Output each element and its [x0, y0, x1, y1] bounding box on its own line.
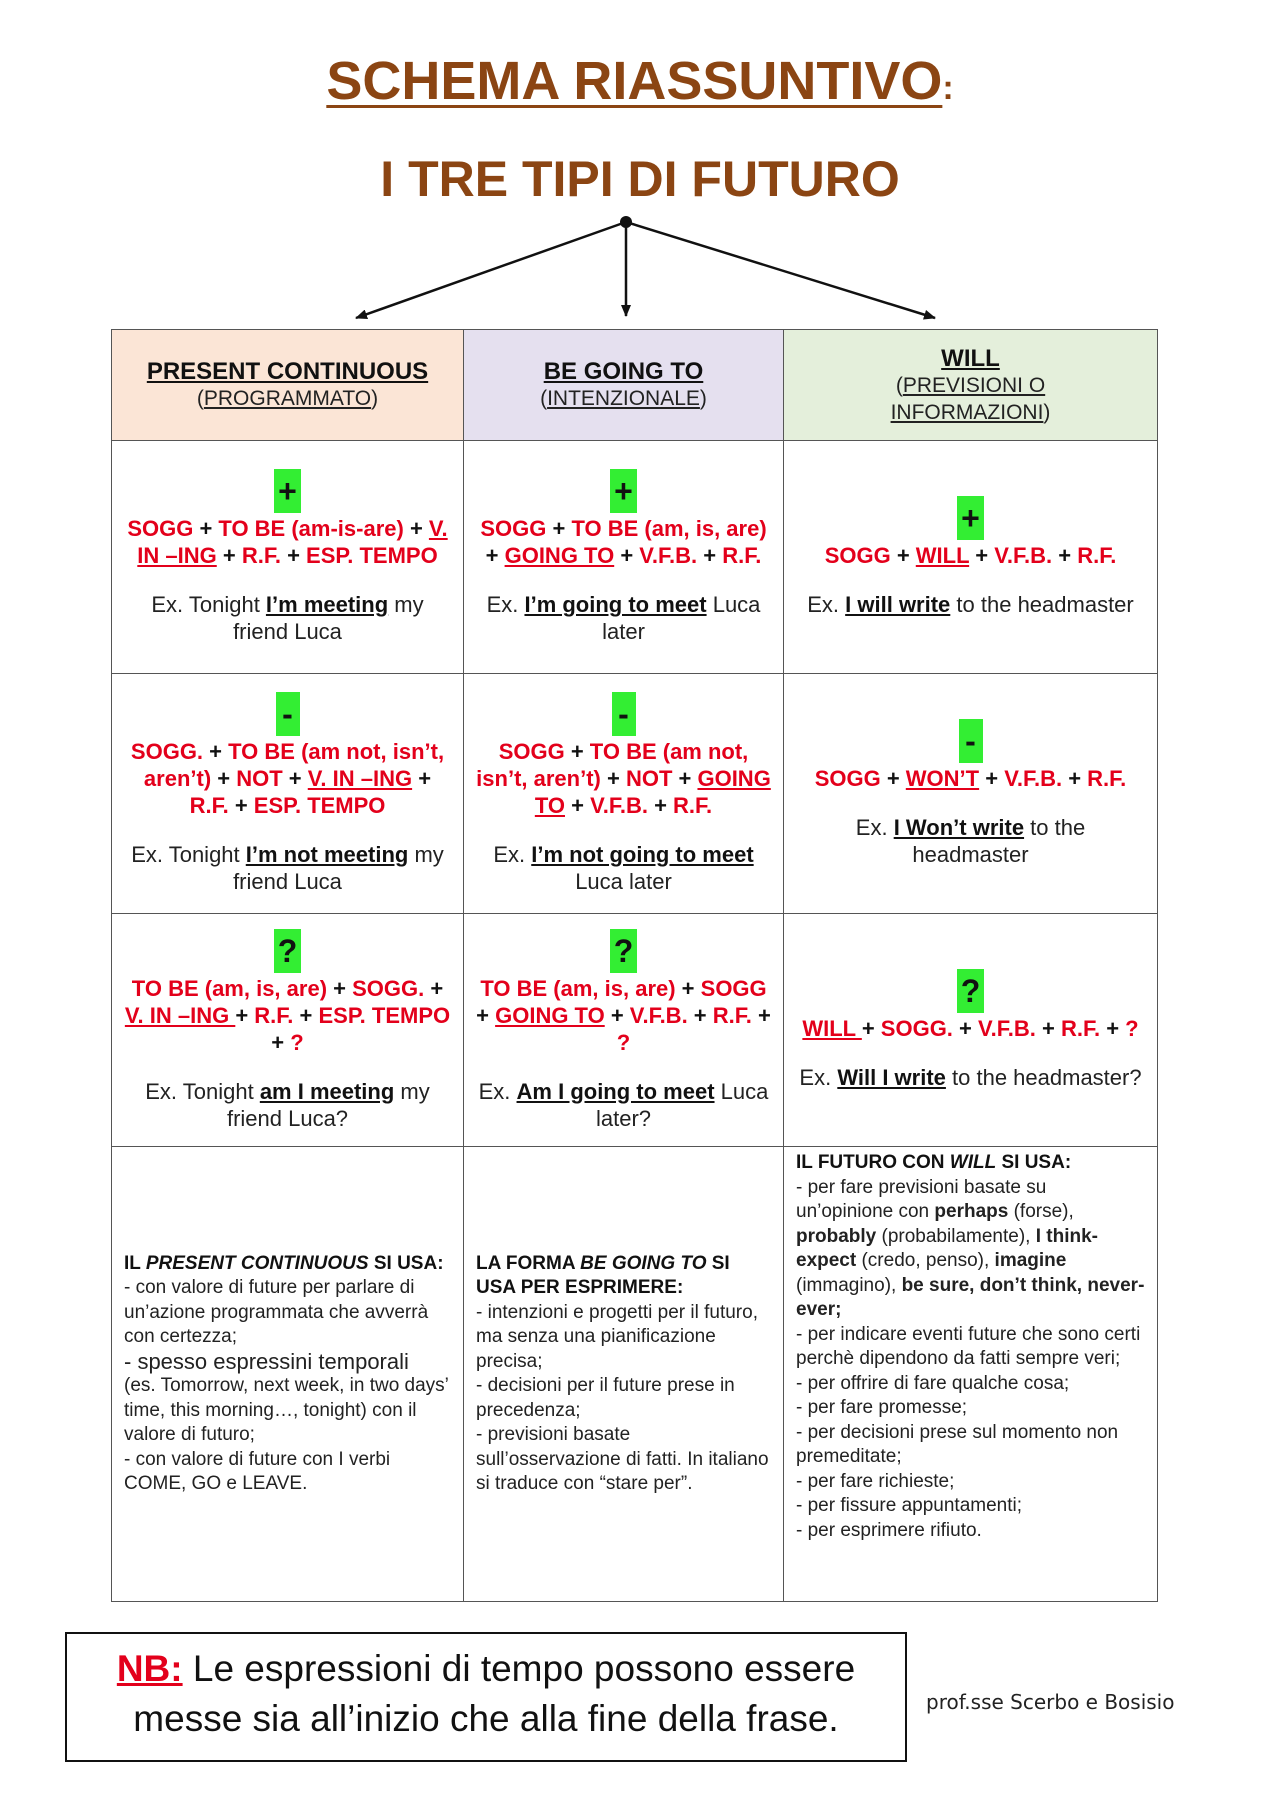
- cell-will-negative: [784, 674, 1158, 914]
- minus-sign-badge: -: [276, 692, 300, 736]
- affirmative-row: [112, 441, 1158, 674]
- cell-bg-affirmative: [464, 441, 784, 674]
- note-line: - decisioni per il future prese in precedenza;: [476, 1375, 735, 1421]
- arrow-left: [356, 222, 626, 318]
- header-name: BE GOING TO: [543, 358, 704, 385]
- branch-arrows: [0, 0, 1280, 340]
- formula: SOGG + TO BE (am-is-are) + V. IN –ING + R.F. + ESP. TEMPO: [127, 516, 448, 568]
- page-subtitle: I TRE TIPI DI FUTURO: [380, 151, 900, 207]
- note-line: - per esprimere rifiuto.: [796, 1519, 982, 1541]
- cell-pc-affirmative: [112, 441, 464, 674]
- note-line: (es. Tomorrow, next week, in two days’ time, this morning…, tonight) con il valore di futuro;: [124, 1375, 449, 1445]
- header-sub: (PREVISIONI O: [895, 373, 1046, 397]
- example: Ex. Am I going to meet Luca later?: [478, 1078, 769, 1131]
- note-will: [784, 1147, 1158, 1602]
- note-be-going-to: [464, 1147, 784, 1602]
- formula: WILL + SOGG. + V.F.B. + R.F. + ?: [802, 1016, 1139, 1041]
- nb-box: [65, 1632, 907, 1762]
- author-credit: prof.sse Scerbo e Bosisio: [926, 1690, 1175, 1714]
- header-present-continuous: [112, 330, 464, 441]
- title-main: SCHEMA RIASSUNTIVO: [326, 51, 943, 111]
- formula: SOGG + WON’T + V.F.B. + R.F.: [814, 766, 1127, 791]
- formula: SOGG + TO BE (am, is, are) + GOING TO + V.F.B. + R.F.: [480, 516, 767, 568]
- cell-pc-negative: [112, 674, 464, 914]
- header-name: WILL: [941, 344, 1000, 372]
- formula: SOGG + TO BE (am not, isn’t, aren’t) + NOT + GOING TO + V.F.B. + R.F.: [476, 739, 771, 818]
- note-line: - per decisioni prese sul momento non premeditate;: [796, 1421, 1119, 1467]
- formula: SOGG + WILL + V.F.B. + R.F.: [824, 543, 1117, 568]
- formula: SOGG. + TO BE (am not, isn’t, aren’t) + NOT + V. IN –ING + R.F. + ESP. TEMPO: [130, 739, 445, 818]
- note-line: - previsioni basate sull’osservazione di fatti. In italiano si traduce con “stare per”.: [476, 1424, 769, 1494]
- futures-table: [111, 329, 1158, 1602]
- plus-sign-badge: +: [274, 469, 301, 513]
- note-line: - per fare promesse;: [796, 1397, 968, 1418]
- note-line: - per indicare eventi future che sono certi perchè dipendono da fatti sempre veri;: [796, 1323, 1141, 1369]
- note-line: - per fissure appuntamenti;: [796, 1495, 1023, 1516]
- note-present-continuous: [112, 1147, 464, 1602]
- example: Ex. I will write to the headmaster: [807, 592, 1134, 617]
- example: Ex. I’m going to meet Luca later: [486, 592, 761, 644]
- example: Ex. I’m not going to meet Luca later: [493, 842, 754, 894]
- example: Ex. Tonight I’m meeting my friend Luca: [151, 592, 424, 644]
- note-line: - spesso espressini temporali: [124, 1348, 409, 1374]
- title-colon: :: [942, 69, 954, 107]
- minus-sign-badge: -: [959, 719, 983, 763]
- note-line: - intenzioni e progetti per il futuro, ma senza una pianificazione precisa;: [476, 1301, 758, 1372]
- example: Ex. Will I write to the headmaster?: [799, 1065, 1142, 1090]
- question-sign-badge: ?: [610, 929, 638, 973]
- usage-notes-row: [112, 1147, 1158, 1602]
- question-sign-badge: ?: [274, 929, 302, 973]
- header-name: PRESENT CONTINUOUS: [146, 358, 429, 385]
- plus-sign-badge: +: [957, 496, 984, 540]
- minus-sign-badge: -: [612, 692, 636, 736]
- plus-sign-badge: +: [610, 469, 637, 513]
- note-title: IL FUTURO CON WILL SI USA:: [796, 1152, 1072, 1173]
- example: Ex. I Won’t write to the headmaster: [855, 815, 1086, 867]
- header-row: [112, 330, 1158, 441]
- example: Ex. Tonight I’m not meeting my friend Luca: [131, 842, 444, 894]
- example: Ex. Tonight am I meeting my friend Luca?: [145, 1078, 430, 1131]
- note-title: LA FORMA BE GOING TO SI USA PER ESPRIMERE:: [476, 1252, 730, 1298]
- cell-bg-question: [464, 914, 784, 1147]
- note-line: - con valore di future con I verbi COME, GO e LEAVE.: [124, 1448, 391, 1494]
- header-will: [784, 330, 1158, 441]
- cell-bg-negative: [464, 674, 784, 914]
- formula: TO BE (am, is, are) + SOGG. + V. IN –ING + R.F. + ESP. TEMPO + ?: [124, 975, 451, 1055]
- question-row: [112, 914, 1158, 1147]
- cell-will-question: [784, 914, 1158, 1147]
- cell-will-affirmative: [784, 441, 1158, 674]
- header-sub: (PROGRAMMATO): [196, 387, 379, 410]
- cell-pc-question: [112, 914, 464, 1147]
- note-line: - con valore di future per parlare di un’azione programmata che avverrà con certezza;: [124, 1277, 429, 1347]
- header-be-going-to: [464, 330, 784, 441]
- nb-text: Le espressioni di tempo possono essere messe sia all’inizio che alla fine della frase.: [133, 1648, 856, 1739]
- header-sub: INFORMAZIONI): [890, 400, 1051, 424]
- arrow-right: [626, 222, 935, 318]
- header-sub: (INTENZIONALE): [540, 387, 707, 410]
- note-title: IL PRESENT CONTINUOUS SI USA:: [124, 1252, 444, 1274]
- note-line: - per offrire di fare qualche cosa;: [796, 1372, 1070, 1394]
- note-line: - per fare richieste;: [796, 1470, 955, 1492]
- nb-label: NB:: [116, 1648, 183, 1689]
- negative-row: [112, 674, 1158, 914]
- note-line: - per fare previsioni basate su un’opinione con perhaps (forse), probably (probabilamente), I think-expect (credo, penso), imagine (immagino), be sure, don’t think, never-ever;: [796, 1176, 1145, 1320]
- question-sign-badge: ?: [957, 969, 985, 1013]
- formula: TO BE (am, is, are) + SOGG + GOING TO + V.F.B. + R.F. + ?: [476, 975, 771, 1055]
